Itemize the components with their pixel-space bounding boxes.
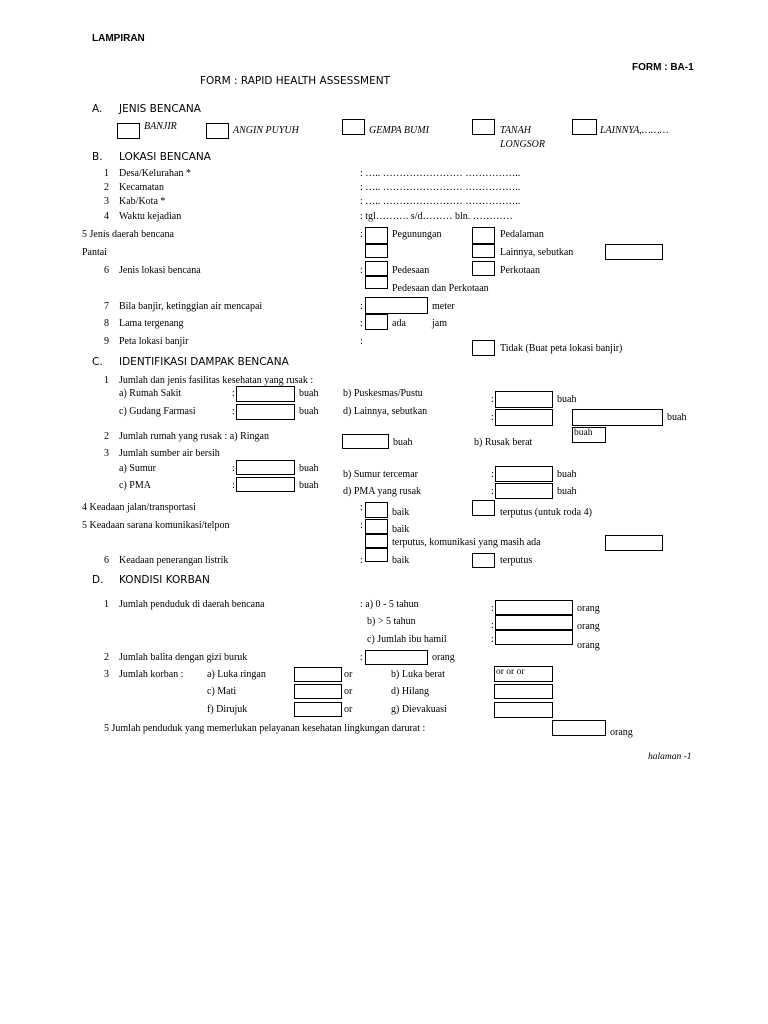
b8-label: Lama tergenang (119, 318, 184, 329)
luka-berat-label: b) Luka berat (391, 669, 445, 680)
colon: : (360, 520, 363, 531)
d3-label: Jumlah korban : (119, 669, 184, 680)
penduduk-0-5-unit: orang (577, 603, 600, 614)
dirujuk-label: f) Dirujuk (207, 704, 248, 715)
rumah-sakit-label: a) Rumah Sakit (119, 388, 182, 399)
lainnya-fasilitas-label: d) Lainnya, sebutkan (343, 406, 428, 417)
rumah-sakit-input[interactable] (236, 386, 295, 402)
puskesmas-input[interactable] (495, 391, 553, 408)
colon: : (491, 394, 494, 405)
lampiran-label: LAMPIRAN (92, 33, 145, 44)
section-a-letter: A. (92, 103, 103, 115)
section-c-letter: C. (92, 356, 103, 368)
ketinggian-air-input[interactable] (365, 297, 428, 314)
pegunungan-label: Pegunungan (392, 229, 442, 240)
c4-label: 4 Keadaan jalan/transportasi (82, 502, 196, 513)
luka-berat-unit: or or or (496, 667, 525, 677)
c2-number: 2 (104, 431, 109, 442)
listrik-terputus-label: terputus (500, 555, 533, 566)
sumur-tercemar-input[interactable] (495, 466, 553, 482)
colon: : (232, 463, 235, 474)
pegunungan-checkbox[interactable] (365, 227, 388, 244)
page-title: FORM : RAPID HEALTH ASSESSMENT (200, 75, 390, 87)
b9-number: 9 (104, 336, 109, 347)
listrik-baik-label: baik (392, 555, 410, 566)
listrik-baik-checkbox[interactable] (365, 548, 388, 562)
d5-label: 5 Jumlah penduduk yang memerlukan pelayanan kesehatan lingkungan darurat : (104, 723, 426, 734)
c1-label: Jumlah dan jenis fasilitas kesehatan yang rusak : (119, 375, 314, 386)
d1a-label: : a) 0 - 5 tahun (360, 599, 419, 610)
gudang-farmasi-unit: buah (299, 406, 319, 417)
colon: : (360, 652, 363, 663)
d2-label: Jumlah balita dengan gizi buruk (119, 652, 248, 663)
lainnya-fasilitas-extra-input[interactable] (572, 427, 606, 443)
komunikasi-masih-ada-input[interactable] (605, 535, 663, 551)
pelayanan-kesling-unit: orang (610, 727, 633, 738)
gempa-bumi-label: GEMPA BUMI (369, 125, 429, 136)
section-c-title: IDENTIFIKASI DAMPAK BENCANA (119, 356, 289, 368)
longsor-label: LONGSOR (500, 139, 546, 150)
penduduk-5-plus-input[interactable] (495, 615, 573, 630)
b3-field[interactable]: : ….. …………………… …………….. (360, 196, 521, 207)
komunikasi-terputus-label: terputus, komunikasi yang masih ada (392, 537, 541, 548)
colon: : (360, 336, 363, 347)
mati-label: c) Mati (207, 686, 237, 697)
jam-unit: jam (432, 318, 447, 329)
lainnya-checkbox[interactable] (572, 119, 597, 135)
lama-tergenang-checkbox[interactable] (365, 314, 388, 330)
pma-rusak-label: d) PMA yang rusak (343, 486, 422, 497)
dirujuk-unit: or (344, 704, 353, 715)
b1-field[interactable]: : ….. …………………… …………….. (360, 168, 521, 179)
hilang-label: d) Hilang (391, 686, 430, 697)
section-b-title: LOKASI BENCANA (119, 151, 211, 163)
rumah-sakit-unit: buah (299, 388, 319, 399)
gudang-farmasi-label: c) Gudang Farmasi (119, 406, 196, 417)
pantai-label: Pantai (82, 247, 107, 258)
colon: : (360, 229, 363, 240)
puskesmas-unit: buah (557, 394, 577, 405)
jalan-terputus-checkbox[interactable] (472, 500, 495, 516)
d1b-label: b) > 5 tahun (367, 616, 416, 627)
ibu-hamil-unit: orang (577, 640, 600, 651)
c3-label: Jumlah sumber air bersih (119, 448, 220, 459)
angin-puyuh-checkbox[interactable] (206, 123, 229, 139)
rusak-berat-label: b) Rusak berat (474, 437, 533, 448)
lainnya-fasilitas-count-input[interactable] (495, 409, 553, 426)
section-b-letter: B. (92, 151, 103, 163)
penduduk-5-plus-unit: orang (577, 621, 600, 632)
colon: : (491, 469, 494, 480)
lainnya-sebutkan-label: Lainnya, sebutkan (500, 247, 574, 258)
lainnya-label: LAINNYA,……… (600, 125, 669, 136)
jalan-terputus-label: terputus (untuk roda 4) (500, 507, 592, 518)
pedesaan-perkotaan-label: Pedesaan dan Perkotaan (392, 283, 489, 294)
peta-tidak-checkbox[interactable] (472, 340, 495, 356)
ada-label: ada (392, 318, 406, 329)
pma-input[interactable] (236, 477, 295, 492)
section-a-title: JENIS BENCANA (119, 103, 201, 115)
meter-unit: meter (432, 301, 455, 312)
angin-puyuh-label: ANGIN PUYUH (233, 125, 299, 136)
b4-label: Waktu kejadian (119, 211, 182, 222)
pma-label: c) PMA (119, 480, 151, 491)
section-d-title: KONDISI KORBAN (119, 574, 210, 586)
komunikasi-baik-label: baik (392, 524, 410, 535)
pedesaan-perkotaan-checkbox[interactable] (365, 276, 388, 289)
c5-label: 5 Keadaan sarana komunikasi/telpon (82, 520, 230, 531)
luka-ringan-input[interactable] (294, 667, 342, 682)
section-d-letter: D. (92, 574, 104, 586)
jalan-baik-label: baik (392, 507, 410, 518)
colon: : (491, 486, 494, 497)
lainnya-daerah-checkbox[interactable] (472, 244, 495, 258)
b1-label: Desa/Kelurahan * (119, 168, 191, 179)
pma-rusak-unit: buah (557, 486, 577, 497)
colon: : (491, 412, 494, 423)
colon: : (360, 502, 363, 513)
dirujuk-input[interactable] (294, 702, 342, 717)
b3-number: 3 (104, 196, 109, 207)
form-code: FORM : BA-1 (632, 62, 694, 73)
komunikasi-baik-checkbox[interactable] (365, 519, 388, 534)
colon: : (232, 388, 235, 399)
pma-unit: buah (299, 480, 319, 491)
colon: : (491, 634, 494, 645)
lainnya-fasilitas-extra-unit: buah (574, 428, 593, 438)
luka-ringan-unit: or (344, 669, 353, 680)
colon: : (360, 301, 363, 312)
sumur-input[interactable] (236, 460, 295, 475)
dievakuasi-label: g) Dievakuasi (391, 704, 447, 715)
perkotaan-checkbox[interactable] (472, 261, 495, 276)
c6-label: Keadaan penerangan listrik (119, 555, 229, 566)
b4-number: 4 (104, 211, 109, 222)
colon: : (360, 318, 363, 329)
colon: : (491, 603, 494, 614)
listrik-terputus-checkbox[interactable] (472, 553, 495, 568)
b2-field[interactable]: : ….. …………………… …………….. (360, 182, 521, 193)
colon: : (491, 620, 494, 631)
sumur-label: a) Sumur (119, 463, 156, 474)
b6-label: Jenis lokasi bencana (119, 265, 201, 276)
b2-number: 2 (104, 182, 109, 193)
colon: : (360, 555, 363, 566)
colon: : (360, 265, 363, 276)
d1-label: Jumlah penduduk di daerah bencana (119, 599, 265, 610)
pelayanan-kesling-input[interactable] (552, 720, 606, 736)
c6-number: 6 (104, 555, 109, 566)
c1-number: 1 (104, 375, 109, 386)
lainnya-fasilitas-unit: buah (667, 412, 687, 423)
b4-field[interactable]: : tgl………. s/d……… bln. ………… (360, 211, 513, 222)
page-number: halaman -1 (648, 752, 692, 762)
colon: : (232, 406, 235, 417)
c2-label: Jumlah rumah yang rusak : a) Ringan (119, 431, 269, 442)
hilang-input[interactable] (494, 684, 553, 699)
gudang-farmasi-input[interactable] (236, 404, 295, 420)
luka-ringan-label: a) Luka ringan (207, 669, 266, 680)
luka-berat-input[interactable] (494, 666, 553, 682)
pantai-checkbox[interactable] (365, 244, 388, 258)
d2-number: 2 (104, 652, 109, 663)
pedesaan-label: Pedesaan (392, 265, 430, 276)
dievakuasi-input[interactable] (494, 702, 553, 718)
d3-number: 3 (104, 669, 109, 680)
sumur-tercemar-unit: buah (557, 469, 577, 480)
b5-label: 5 Jenis daerah bencana (82, 229, 174, 240)
balita-gizi-buruk-input[interactable] (365, 650, 428, 665)
penduduk-0-5-input[interactable] (495, 600, 573, 615)
mati-input[interactable] (294, 684, 342, 699)
b2-label: Kecamatan (119, 182, 164, 193)
colon: : (232, 480, 235, 491)
pedalaman-checkbox[interactable] (472, 227, 495, 244)
b6-number: 6 (104, 265, 109, 276)
pma-rusak-input[interactable] (495, 483, 553, 499)
puskesmas-label: b) Puskesmas/Pustu (343, 388, 423, 399)
sumur-unit: buah (299, 463, 319, 474)
komunikasi-terputus-checkbox[interactable] (365, 534, 388, 548)
b7-label: Bila banjir, ketinggian air mencapai (119, 301, 263, 312)
d1c-label: c) Jumlah ibu hamil (367, 634, 447, 645)
mati-unit: or (344, 686, 353, 697)
pedalaman-label: Pedalaman (500, 229, 544, 240)
gempa-bumi-checkbox[interactable] (342, 119, 365, 135)
d1-number: 1 (104, 599, 109, 610)
peta-tidak-label: Tidak (Buat peta lokasi banjir) (500, 343, 623, 354)
tanah-label: TANAH (500, 125, 531, 136)
rumah-ringan-input[interactable] (342, 434, 389, 449)
banjir-checkbox[interactable] (117, 123, 140, 139)
b3-label: Kab/Kota * (119, 196, 166, 207)
lainnya-daerah-input[interactable] (605, 244, 663, 260)
banjir-label: BANJIR (144, 121, 177, 132)
b8-number: 8 (104, 318, 109, 329)
pedesaan-checkbox[interactable] (365, 261, 388, 276)
rumah-ringan-unit: buah (393, 437, 413, 448)
tanah-longsor-checkbox[interactable] (472, 119, 495, 135)
c3-number: 3 (104, 448, 109, 459)
jalan-baik-checkbox[interactable] (365, 502, 388, 518)
balita-gizi-buruk-unit: orang (432, 652, 455, 663)
b1-number: 1 (104, 168, 109, 179)
b7-number: 7 (104, 301, 109, 312)
perkotaan-label: Perkotaan (500, 265, 540, 276)
lainnya-fasilitas-name-input[interactable] (572, 409, 663, 426)
ibu-hamil-input[interactable] (495, 630, 573, 645)
b9-label: Peta lokasi banjir (119, 336, 189, 347)
sumur-tercemar-label: b) Sumur tercemar (343, 469, 418, 480)
